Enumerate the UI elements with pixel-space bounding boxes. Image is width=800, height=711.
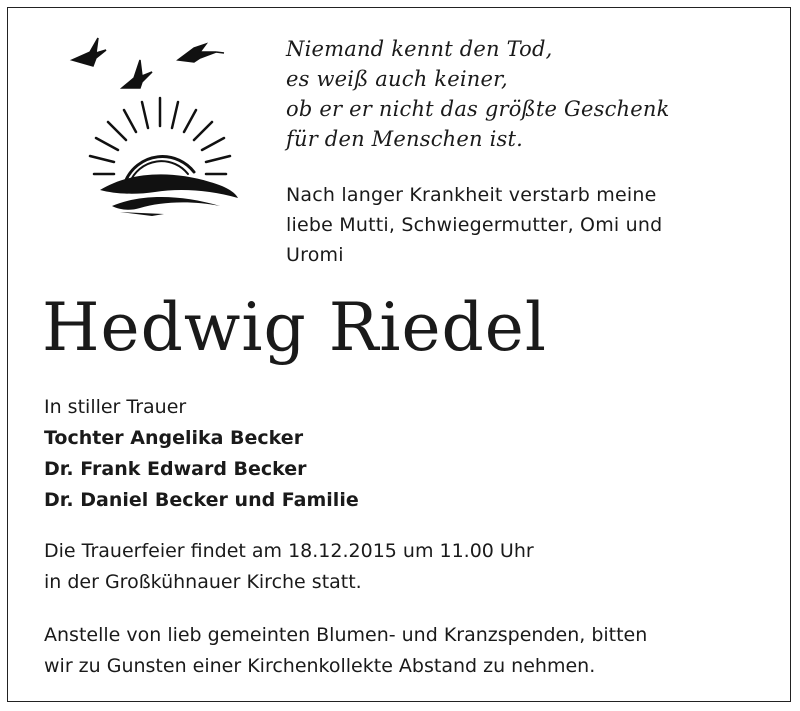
- donation-request: [44, 620, 647, 682]
- intro-line: Uromi: [286, 244, 344, 266]
- mourner-name: Dr. Daniel Becker und Familie: [44, 489, 359, 511]
- bird-icon: [178, 44, 224, 62]
- death-announcement: [286, 180, 662, 270]
- hills-icon: [100, 174, 238, 216]
- sunset-birds-illustration: [60, 22, 260, 232]
- intro-line: liebe Mutti, Schwiegermutter, Omi und: [286, 214, 663, 236]
- sunset-icon: [90, 98, 230, 182]
- funeral-info: [44, 536, 534, 598]
- deceased-name: Hedwig Riedel: [42, 289, 547, 366]
- bird-icon: [72, 38, 106, 66]
- poem-quote: [286, 34, 670, 154]
- donation-line: wir zu Gunsten einer Kirchenkollekte Abstand zu nehmen.: [44, 655, 596, 677]
- poem-line: ob er er nicht das größte Geschenk: [286, 97, 670, 121]
- mourner-name: Dr. Frank Edward Becker: [44, 458, 307, 480]
- funeral-line: in der Großkühnauer Kirche statt.: [44, 571, 362, 593]
- poem-line: für den Menschen ist.: [286, 127, 524, 151]
- mourners-block: [44, 392, 359, 516]
- intro-line: Nach langer Krankheit verstarb meine: [286, 184, 657, 206]
- bird-icon: [122, 60, 152, 88]
- poem-line: Niemand kennt den Tod,: [286, 37, 553, 61]
- funeral-line: Die Trauerfeier findet am 18.12.2015 um 11.00 Uhr: [44, 540, 534, 562]
- mourner-name: Tochter Angelika Becker: [44, 427, 304, 449]
- mourners-heading: In stiller Trauer: [44, 396, 187, 418]
- donation-line: Anstelle von lieb gemeinten Blumen- und Kranzspenden, bitten: [44, 624, 648, 646]
- poem-line: es weiß auch keiner,: [286, 67, 508, 91]
